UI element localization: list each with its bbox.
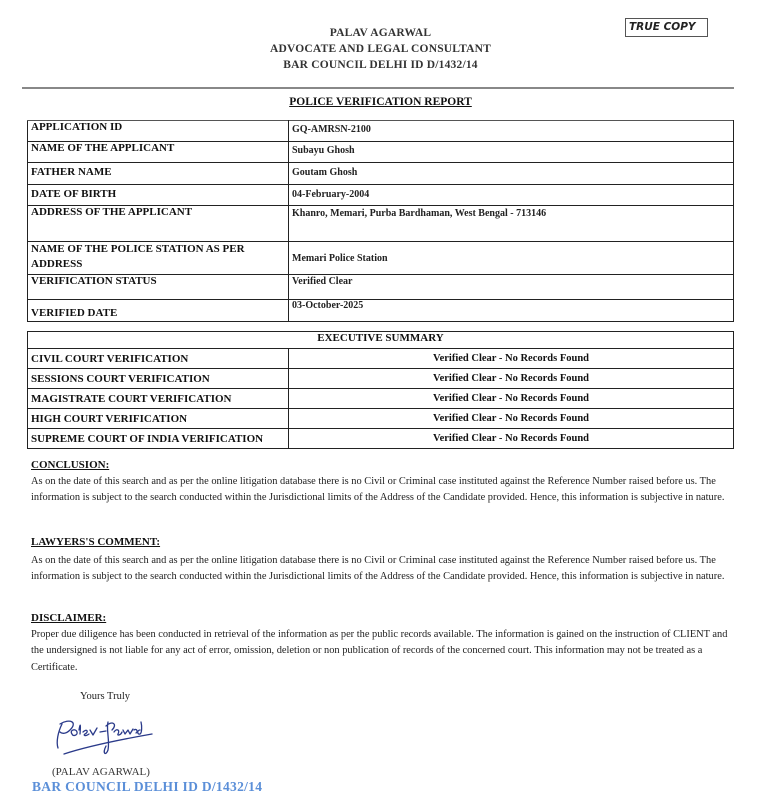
table-row <box>28 389 734 409</box>
lawyers-comment-heading: LAWYERS'S COMMENT: <box>31 536 161 548</box>
row-label: ADDRESS OF THE APPLICANT <box>28 206 289 242</box>
table-row <box>28 275 734 300</box>
signatory-name: (PALAV AGARWAL) <box>52 766 150 778</box>
row-value: Verified Clear - No Records Found <box>289 429 734 449</box>
table-row <box>28 300 734 322</box>
conclusion-section <box>31 457 731 507</box>
lawyers-comment-section <box>31 534 731 586</box>
disclaimer-heading: DISCLAIMER: <box>31 612 107 624</box>
applicant-details-table <box>27 120 734 322</box>
executive-summary-table <box>27 331 734 449</box>
lawyers-comment-text: As on the date of this search and as per the online litigation database there is no Civil or Criminal case instituted against the Reference Number raised before us. The information is subject to the search conducted within the Jurisdictional limits of the Address of the Candidate provided. Hence, this information is subjective in nature. <box>31 554 725 582</box>
row-label: VERIFIED DATE <box>28 300 289 322</box>
handwritten-signature-icon <box>48 710 158 765</box>
row-label: SESSIONS COURT VERIFICATION <box>28 369 289 389</box>
table-header-row <box>28 332 734 349</box>
disclaimer-section <box>31 610 731 676</box>
row-value: Khanro, Memari, Purba Bardhaman, West Bengal - 713146 <box>289 206 734 242</box>
row-value: Verified Clear - No Records Found <box>289 389 734 409</box>
row-label: SUPREME COURT OF INDIA VERIFICATION <box>28 429 289 449</box>
table-row <box>28 429 734 449</box>
row-value: GQ-AMRSN-2100 <box>289 121 734 142</box>
row-label: FATHER NAME <box>28 163 289 185</box>
bar-council-id: BAR COUNCIL DELHI ID D/1432/14 <box>283 59 478 71</box>
report-title: POLICE VERIFICATION REPORT <box>289 96 472 108</box>
advocate-name: PALAV AGARWAL <box>329 27 432 39</box>
row-label: DATE OF BIRTH <box>28 185 289 206</box>
row-label: NAME OF THE APPLICANT <box>28 142 289 163</box>
row-value: Goutam Ghosh <box>289 163 734 185</box>
signatory-bar-council-id: BAR COUNCIL DELHI ID D/1432/14 <box>32 779 263 794</box>
table-row <box>28 349 734 369</box>
row-label: MAGISTRATE COURT VERIFICATION <box>28 389 289 409</box>
advocate-title: ADVOCATE AND LEGAL CONSULTANT <box>269 43 492 55</box>
conclusion-text: As on the date of this search and as per the online litigation database there is no Civil or Criminal case instituted against the Reference Number raised before us. The information is subject to the search conducted within the Jurisdictional limits of the Address of the Candidate provided. Hence, this information is subjective in nature. <box>31 475 725 503</box>
closing-salutation: Yours Truly <box>80 691 131 702</box>
table-row <box>28 142 734 163</box>
row-value: Memari Police Station <box>289 242 734 275</box>
table-row <box>28 242 734 275</box>
row-value: Verified Clear <box>289 275 734 300</box>
row-value: 04-February-2004 <box>289 185 734 206</box>
row-value: 03-October-2025 <box>289 300 734 322</box>
table-row <box>28 121 734 142</box>
true-copy-stamp: TRUE COPY <box>625 18 708 37</box>
table-row <box>28 206 734 242</box>
table-row <box>28 163 734 185</box>
table-row <box>28 185 734 206</box>
row-value: Verified Clear - No Records Found <box>289 409 734 429</box>
header-divider <box>22 87 734 89</box>
row-label: APPLICATION ID <box>28 121 289 142</box>
conclusion-heading: CONCLUSION: <box>31 459 110 471</box>
executive-summary-title: EXECUTIVE SUMMARY <box>28 332 734 349</box>
row-label: HIGH COURT VERIFICATION <box>28 409 289 429</box>
row-label: NAME OF THE POLICE STATION AS PER ADDRESS <box>28 242 289 275</box>
row-value: Verified Clear - No Records Found <box>289 369 734 389</box>
row-label: CIVIL COURT VERIFICATION <box>28 349 289 369</box>
row-label: VERIFICATION STATUS <box>28 275 289 300</box>
table-row <box>28 369 734 389</box>
disclaimer-text: Proper due diligence has been conducted in retrieval of the information as per the public records available. The information is gained on the instruction of CLIENT and the undersigned is not liable for any act of error, omission, deletion or non publication of records of the concerned court. This information may not be treated as a Certificate. <box>31 628 728 673</box>
row-value: Subayu Ghosh <box>289 142 734 163</box>
row-value: Verified Clear - No Records Found <box>289 349 734 369</box>
table-row <box>28 409 734 429</box>
